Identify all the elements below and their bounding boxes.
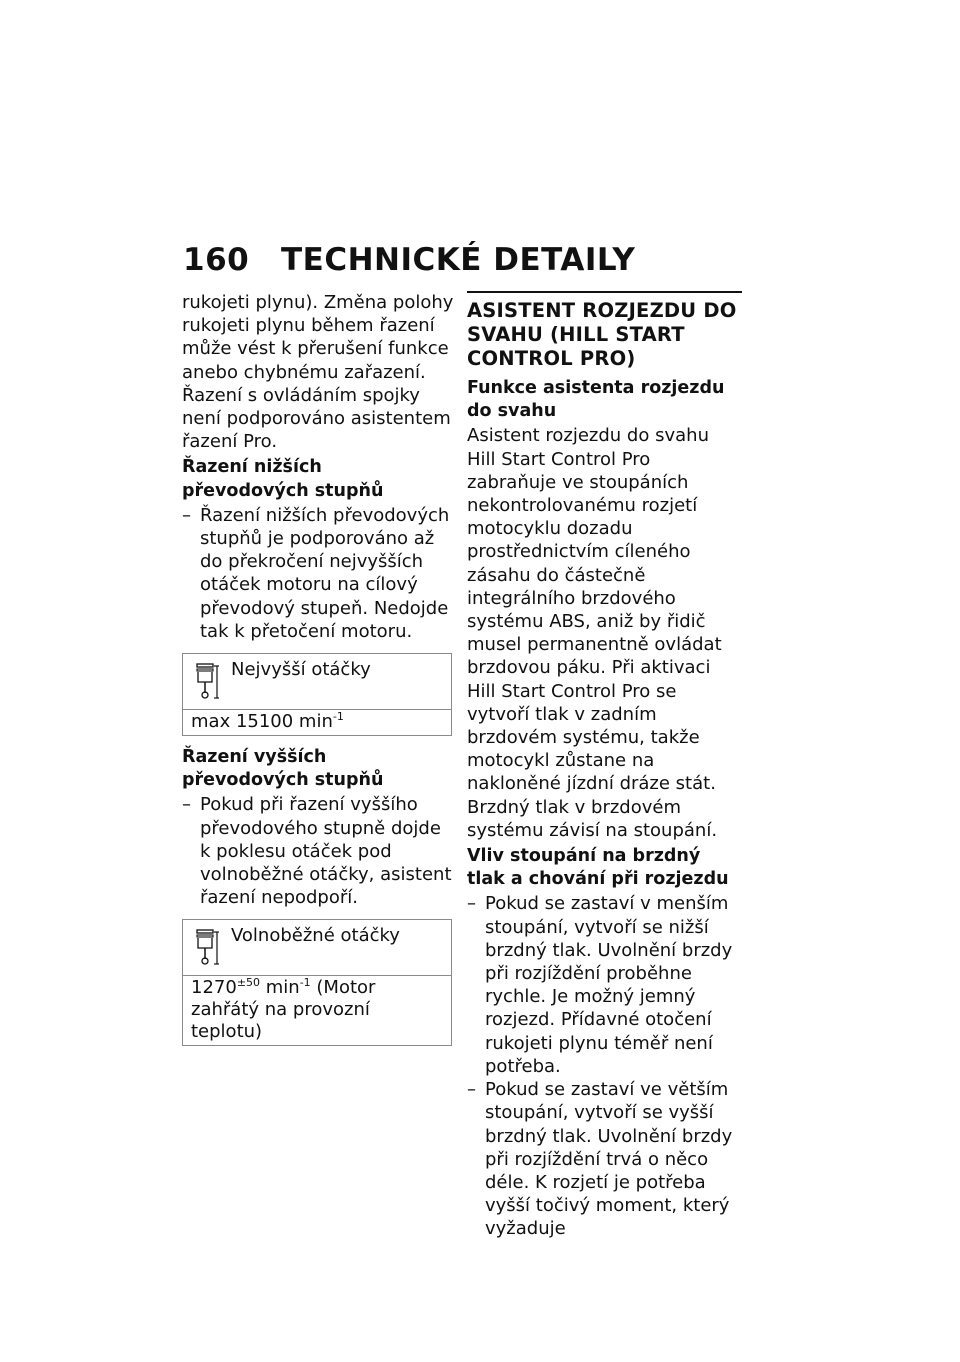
- spec-value-max-rpm: [183, 710, 451, 735]
- slope-bullet-text: Pokud se zastaví ve větším stoupání, vytvoří se vyšší brzdný tlak. Uvolnění brzdy při rozjíždění trvá o něco déle. K rozjetí je potřeba vyšší točivý moment, který vyžaduje: [485, 1079, 733, 1240]
- slope-bullet: [467, 892, 742, 1078]
- downshift-bullet-text: Řazení nižších převodových stupňů je podporováno až do překročení nejvyšších otáček motoru na cílový převodový stupeň. Nedojde tak k přetočení motoru.: [200, 504, 450, 642]
- upshift-bullet: [182, 793, 454, 909]
- bullet-dash: –: [182, 794, 191, 816]
- page-number: 160: [183, 242, 250, 278]
- downshift-heading: Řazení nižších převodových stupňů: [182, 457, 384, 501]
- function-paragraph: Asistent rozjezdu do svahu Hill Start Control Pro zabraňuje ve stoupáních nekontrolovanému rozjetí motocyklu dozadu prostřednictvím cíleného zásahu do částečně integrálního brzdového systému ABS, aniž by řidič musel permanentně ovládat brzdovou páku. Při aktivaci Hill Start Control Pro se vytvoří tlak v zadním brzdovém systému, takže motocykl zůstane na nakloněné jízdní dráze stát. Brzdný tlak v brzdovém systému závisí na stoupání.: [467, 425, 722, 841]
- spec-box-header: [183, 654, 451, 710]
- spec-value-idle-rpm: [183, 976, 451, 1045]
- section-title: ASISTENT ROZJEZDU DO SVAHU (HILL START CONTROL PRO): [467, 291, 742, 371]
- right-column: [467, 291, 742, 1241]
- upshift-bullet-text: Pokud při řazení vyššího převodového stupně dojde k poklesu otáček pod volnoběžné otáčky, asistent řazení nepodpoří.: [200, 794, 452, 909]
- engine-piston-icon: [183, 654, 231, 709]
- spec-label-idle-rpm: Volnoběžné otáčky: [231, 925, 400, 947]
- page-title: TECHNICKÉ DETAILY: [281, 242, 636, 278]
- function-heading: Funkce asistenta rozjezdu do svahu: [467, 378, 725, 422]
- upshift-heading: Řazení vyšších převodových stupňů: [182, 747, 384, 791]
- downshift-bullet: [182, 504, 454, 643]
- intro-paragraph: rukojeti plynu). Změna polohy rukojeti plynu během řazení může vést k přerušení funkce anebo chybnému zařazení. Řazení s ovládáním spojky není podporováno asistentem řazení Pro.: [182, 292, 454, 453]
- spec-value-text: max 15100 min: [191, 711, 333, 733]
- bullet-dash: –: [467, 893, 476, 915]
- left-column: [182, 291, 454, 1056]
- spec-value-tolerance: ±50: [236, 976, 261, 990]
- spec-value-exponent: -1: [299, 976, 311, 990]
- bullet-dash: –: [182, 504, 191, 526]
- spec-value-note: (Motor zahřátý na provozní teplotu): [191, 977, 376, 1043]
- slope-bullet-text: Pokud se zastaví v menším stoupání, vytvoří se nižší brzdný tlak. Uvolnění brzdy při rozjíždění proběhne rychle. Je možný jemný rozjezd. Přídavné otočení rukojeti plynu téměř není potřeba.: [485, 893, 733, 1077]
- spec-box-max-rpm: [182, 653, 452, 736]
- spec-value-exponent: -1: [332, 710, 344, 724]
- spec-box-header: [183, 920, 451, 976]
- slope-bullet: [467, 1078, 742, 1240]
- spec-label-max-rpm: Nejvyšší otáčky: [231, 659, 371, 681]
- slope-heading: Vliv stoupání na brzdný tlak a chování při rozjezdu: [467, 846, 729, 890]
- engine-piston-icon: [183, 920, 231, 975]
- spec-value-number: 1270: [191, 977, 237, 999]
- spec-box-idle-rpm: [182, 919, 452, 1046]
- spec-value-unit: min: [260, 977, 300, 999]
- bullet-dash: –: [467, 1079, 476, 1101]
- page-header: [183, 242, 743, 282]
